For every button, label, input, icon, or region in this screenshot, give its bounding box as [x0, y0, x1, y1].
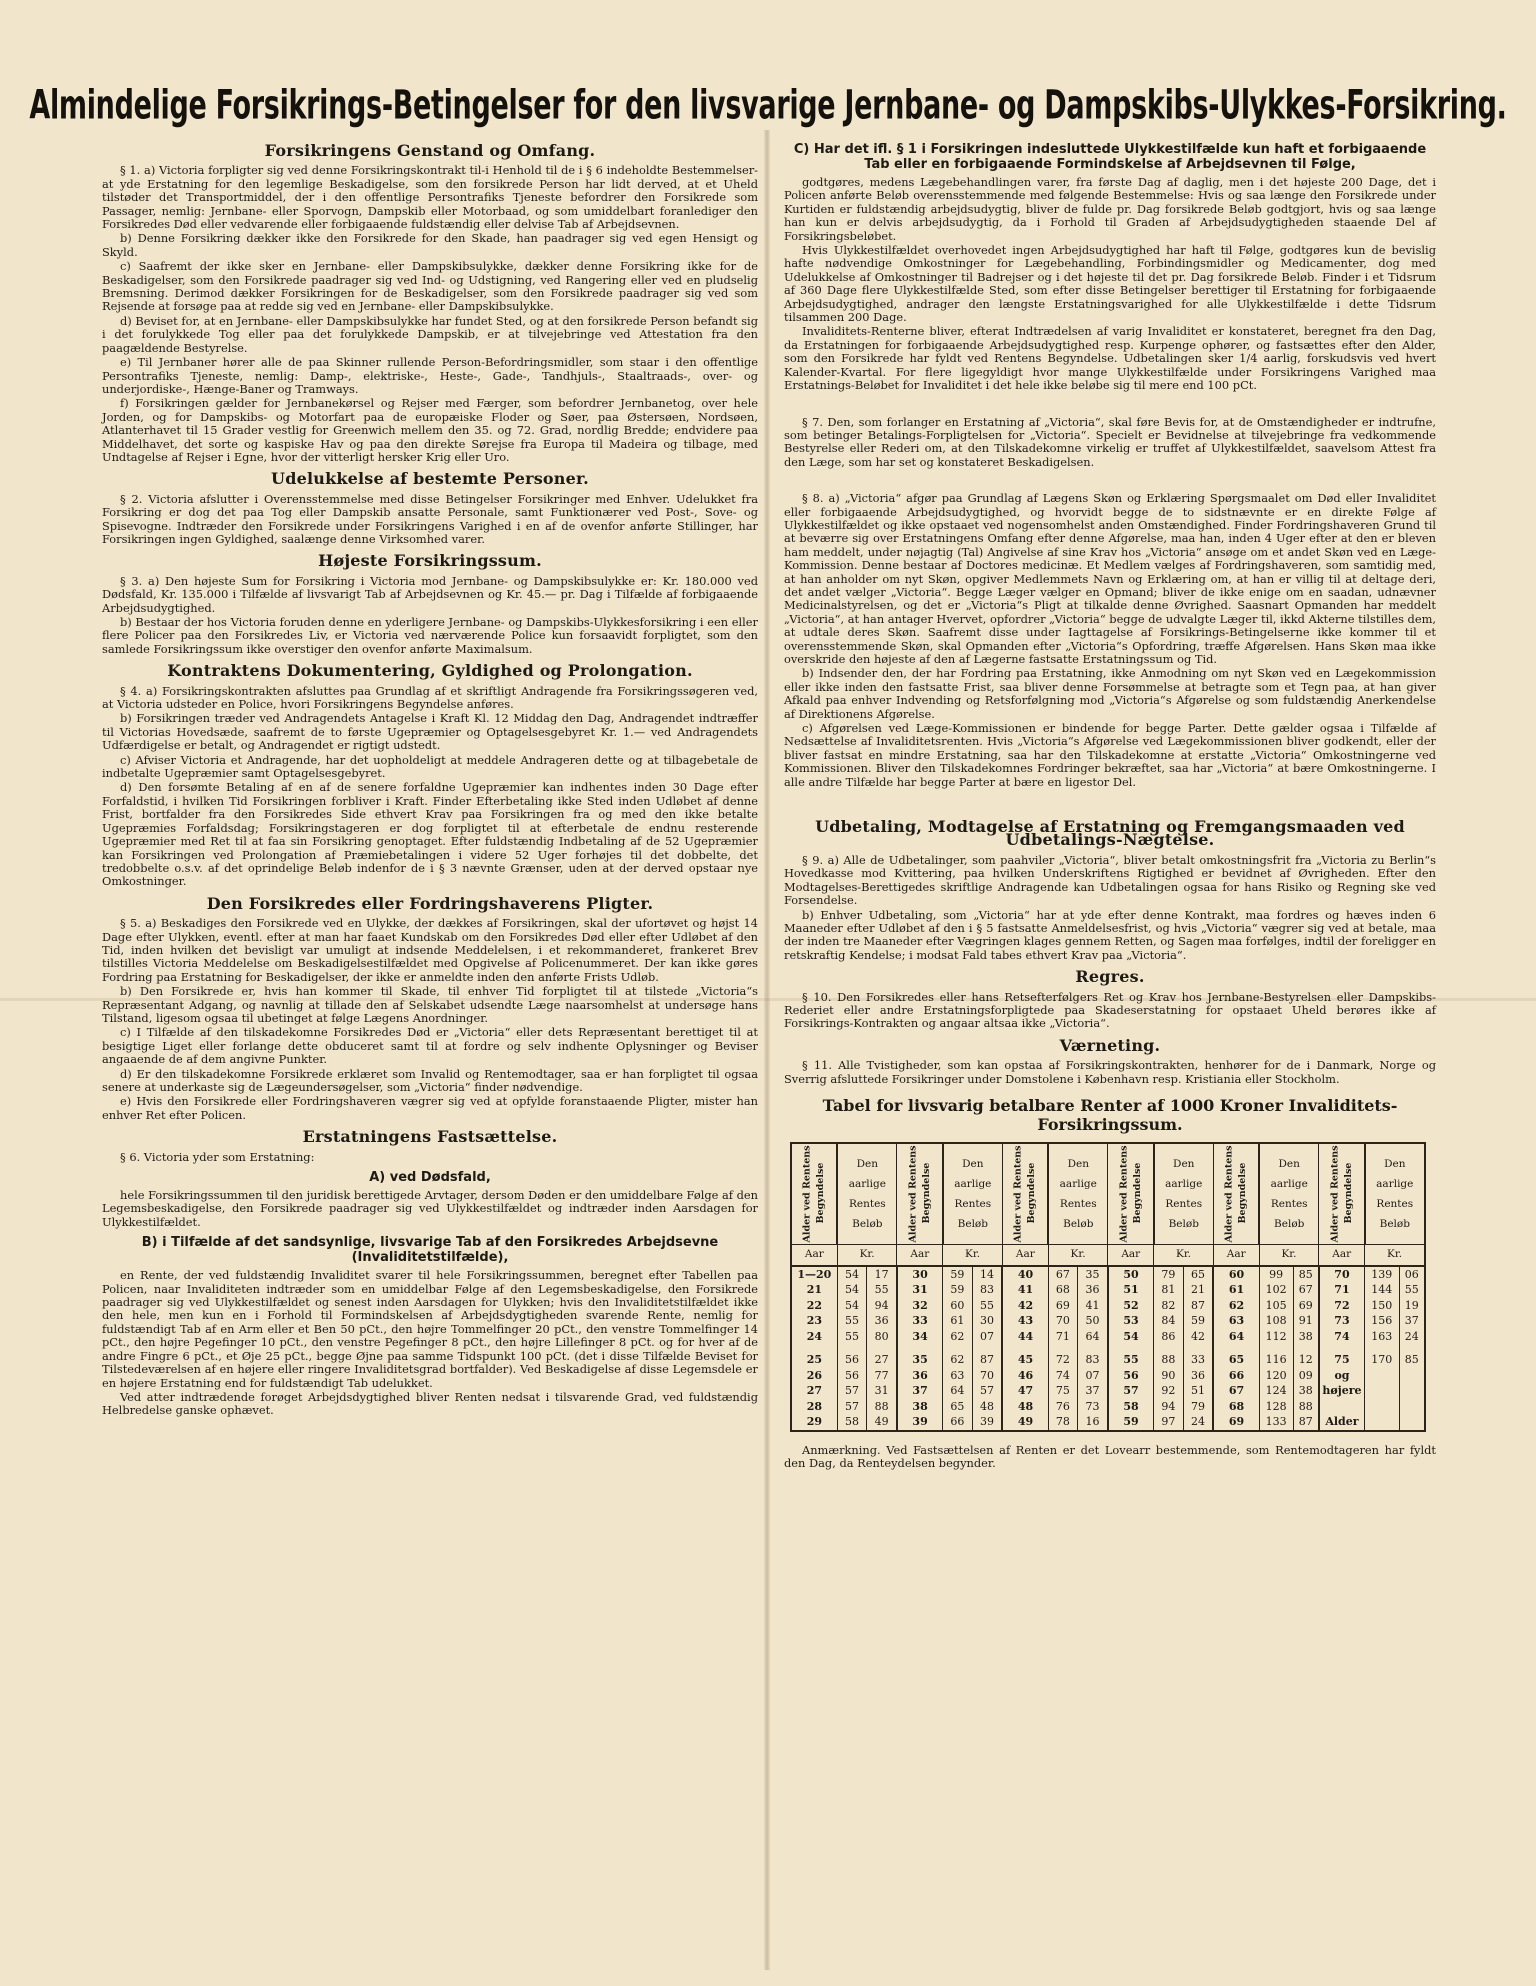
age-cell: 29 — [791, 1414, 837, 1431]
kroner-cell: 70 — [1048, 1313, 1077, 1329]
kroner-cell: 60 — [943, 1298, 972, 1314]
unit-label: Aar — [897, 1244, 943, 1266]
oere-cell — [1399, 1383, 1425, 1399]
age-cell: 39 — [897, 1414, 943, 1431]
age-cell: 24 — [791, 1329, 837, 1345]
age-cell: 52 — [1108, 1298, 1154, 1314]
section-heading: Forsikringens Genstand og Omfang. — [264, 141, 596, 160]
age-cell: 37 — [897, 1383, 943, 1399]
oere-cell: 37 — [1399, 1313, 1425, 1329]
kroner-cell: 57 — [837, 1399, 866, 1415]
age-cell: Alder — [1319, 1414, 1365, 1431]
age-cell: 27 — [791, 1383, 837, 1399]
paragraph: Hvis Ulykkestilfældet overhovedet ingen Arbejdsudygtighed har haft til Følge, godtgøres kun de bevislig hafte nødvendige Omkostninger for Lægebehandling, Forbindingsmidler og Medicamenter, dog med Udelukkelse af Omkostninger til Badrejser og i det højeste til det pr. Dag forsikrede Beløb. Finder i et Tidsrum af 360 Dage flere Ulykkestilfælde Sted, som efter disse Betingelser berettiger til Erstatning for forbigaaende Arbejdsudygtighed, andrager den længste Erstatningsvarighed for alle Ulykkestilfælde i dette Tidsrum tilsammen 200 Dage. — [784, 243, 1436, 325]
oere-cell: 48 — [972, 1399, 1002, 1415]
unit-label: Aar — [1108, 1244, 1154, 1266]
kroner-cell: 71 — [1048, 1329, 1077, 1345]
table-row — [791, 1368, 1425, 1384]
oere-cell: 36 — [1183, 1368, 1213, 1384]
table-note: Anmærkning. Ved Fastsættelsen af Renten er det Lovearr bestemmende, som Rentemodtageren har fyldt den Dag, da Renteydelsen begynder. — [784, 1442, 1436, 1471]
age-cell: 38 — [897, 1399, 943, 1415]
age-cell: 70 — [1319, 1266, 1365, 1283]
kroner-cell: 116 — [1259, 1352, 1293, 1368]
age-cell: 58 — [1108, 1399, 1154, 1415]
oere-cell: 12 — [1293, 1352, 1319, 1368]
kroner-cell: 54 — [837, 1282, 866, 1298]
oere-cell: 83 — [1078, 1352, 1108, 1368]
kroner-cell: 56 — [837, 1352, 866, 1368]
kroner-cell: 58 — [837, 1414, 866, 1431]
kroner-cell: 57 — [837, 1383, 866, 1399]
age-cell: 54 — [1108, 1329, 1154, 1345]
paragraph: d) Den forsømte Betaling af en af de senere forfaldne Ugepræmier kan indhentes inden 30 Dage efter Forfaldstid, i hvilken Tid Forsikringen forbliver i Kraft. Finder Efterbetaling ikke Sted inden Udløbet af denne Frist, bortfalder fra den Forsikredes Side ethvert Krav paa Forsikringen fra og med den ikke betalte Ugepræmies Forfaldsdag; Forsikringstageren er dog forpligtet til at efterbetale de endnu resterende Ugepræmier med Ret til at faa sin Forsikring genoptaget. Efter fuldstændig Indbetaling af de 52 Ugepræmier kan Forsikringen ved Prolongation af Præmiebetalingen i videre 52 Uger forhøjes til det dobbelte, det tredobbelte o.s.v. af det oprindelige Beløb indenfor de i § 3 nævnte Grænser, uden at der derved opstaar nye Omkostninger. — [102, 780, 758, 889]
oere-cell: 24 — [1399, 1329, 1425, 1345]
paragraph: b) Den Forsikrede er, hvis han kommer til Skade, til enhver Tid forpligtet til at tilstede „Victoria“s Repræsentant Adgang, og navnlig at tillade den af Selskabet udsendte Læge naarsomhelst at undersøge hans Tilstand, ligesom ogsaa til ubetinget at følge Lægens Anordninger. — [102, 984, 758, 1025]
age-cell: 45 — [1002, 1352, 1048, 1368]
section-heading: Den Forsikredes eller Fordringshaverens Pligter. — [206, 893, 654, 913]
oere-cell: 80 — [867, 1329, 897, 1345]
paragraph: Invaliditets-Renterne bliver, efterat Indtrædelsen af varig Invaliditet er konstateret, beregnet fra den Dag, da Erstatningen for forbigaaende Arbejdsudygtighed resp. Kurpenge ophører, og fastsættes efter den Alder, som den Forsikrede har fyldt ved Rentens Begyndelse. Udbetalingen sker 1/4 aarlig, forskudsvis ved hvert Kalender-Kvartal. For flere ligegyldigt hvor mange Ulykkestilfælde under Forsikringens Varighed maa Erstatnings-Beløbet for Invaliditet i det hele ikke beløbe sig til mere end 100 pCt. — [784, 324, 1436, 393]
kroner-cell: 144 — [1365, 1282, 1399, 1298]
oere-cell: 87 — [972, 1352, 1002, 1368]
paragraph: § 8. a) „Victoria“ afgør paa Grundlag af Lægens Skøn og Erklæring Spørgsmaalet om Død eller Invaliditet eller forbigaaende Arbejdsudygtighed, og hvorvidt begge de to sidstnævnte er en direkte Følge af Ulykkestilfældet og ikke opstaaet ved nogensomhelst anden Omstændighed. Finder Fordringshaveren Grund til at beværre sig over Erstatningens Omfang efter denne Afgørelse, maa han, inden 4 Uger efter at den er bleven ham meddelt, under nøjagtig (Tal) Angivelse af sine Krav hos „Victoria“ ansøge om et andet Skøn ved en Læge-Kommission. Denne bestaar af Doctores medicinæ. Et Medlem vælges af Fordringshaveren, som samtidig med, at han anholder om nyt Skøn, opgiver Medlemmets Navn og Erklæring om, at han er villig til at deltage deri, det andet vælger „Victoria“. Begge Læger vælger en Opmand; bliver de ikke enige om en saadan, udnævner Medicinalstyrelsen, og det er „Victoria“s Pligt at tilkalde denne Øvrighed. Saasnart Opmanden har meddelt „Victoria“, at han antager Hvervet, opfordrer „Victoria“ begge de udvalgte Læger til, ikkd Akterne tilstilles dem, at udtale deres Skøn. Saafremt disse under Iagttagelse af Forsikrings-Betingelserne ikke kommer til et overensstemmende Skøn, skal Opmanden efter „Victoria“s Opfordring, træffe Afgørelsen. Hans Skøn maa ikke overskride den højeste af den af Lægerne fastsatte Erstatningssum og Tid. — [784, 491, 1436, 666]
age-cell: 25 — [791, 1352, 837, 1368]
rente-table — [790, 1142, 1426, 1432]
age-cell: 61 — [1213, 1282, 1259, 1298]
right-column — [784, 136, 1436, 1472]
kroner-cell: 105 — [1259, 1298, 1293, 1314]
age-cell: 66 — [1213, 1368, 1259, 1384]
table-row — [791, 1352, 1425, 1368]
oere-cell: 38 — [1293, 1329, 1319, 1345]
unit-label: Kr. — [837, 1244, 897, 1266]
age-cell: 35 — [897, 1352, 943, 1368]
table-row — [791, 1266, 1425, 1283]
kroner-cell: 55 — [837, 1329, 866, 1345]
age-cell: og — [1319, 1368, 1365, 1384]
table-row — [791, 1399, 1425, 1415]
paragraph: b) Bestaar der hos Victoria foruden denne en yderligere Jernbane- og Dampskibs-Ulykkesforsikring i een eller flere Policer paa den Forsikredes Liv, er Victoria ved nærværende Police kun forsaavidt forpligtet, som den samlede Forsikringssum ikke overstiger den ovenfor anførte Maximalsum. — [102, 615, 758, 656]
age-cell: 21 — [791, 1282, 837, 1298]
kroner-cell: 76 — [1048, 1399, 1077, 1415]
kroner-cell — [1365, 1368, 1399, 1384]
kroner-cell: 74 — [1048, 1368, 1077, 1384]
age-cell: 75 — [1319, 1352, 1365, 1368]
age-cell: 41 — [1002, 1282, 1048, 1298]
subsection-heading: B) i Tilfælde af det sandsynlige, livsvarige Tab af den Forsikredes Arbejdsevne (Invaliditetstilfælde), — [141, 1235, 719, 1266]
column-header-age: Alder ved Rentens Begyndelse — [1213, 1143, 1259, 1245]
paragraph: b) Denne Forsikring dækker ikke den Forsikrede for den Skade, han paadrager sig ved egen Hensigt og Skyld. — [102, 231, 758, 259]
oere-cell: 16 — [1078, 1414, 1108, 1431]
oere-cell: 73 — [1078, 1399, 1108, 1415]
oere-cell: 17 — [867, 1266, 897, 1283]
age-cell: 65 — [1213, 1352, 1259, 1368]
kroner-cell: 84 — [1154, 1313, 1183, 1329]
column-header-age: Alder ved Rentens Begyndelse — [897, 1143, 943, 1245]
kroner-cell: 67 — [1048, 1266, 1077, 1283]
paragraph: § 6. Victoria yder som Erstatning: — [120, 1149, 315, 1164]
column-header-amount: Den aarlige Rentes Beløb — [1259, 1143, 1319, 1245]
oere-cell: 07 — [972, 1329, 1002, 1345]
kroner-cell: 99 — [1259, 1266, 1293, 1283]
age-cell: 22 — [791, 1298, 837, 1314]
section-heading: Erstatningens Fastsættelse. — [302, 1127, 558, 1147]
kroner-cell: 54 — [837, 1266, 866, 1283]
age-cell: 53 — [1108, 1313, 1154, 1329]
kroner-cell: 156 — [1365, 1313, 1399, 1329]
section-heading: Værneting. — [1059, 1035, 1161, 1055]
table-title: Tabel for livsvarig betalbare Renter af 1000 Kroner Invaliditets-Forsikringssum. — [822, 1095, 1398, 1134]
kroner-cell: 61 — [943, 1313, 972, 1329]
oere-cell: 38 — [1293, 1383, 1319, 1399]
oere-cell: 83 — [972, 1282, 1002, 1298]
paragraph: § 9. a) Alle de Udbetalinger, som paahviler „Victoria“, bliver betalt omkostningsfrit fra „Victoria zu Berlin“s Hovedkasse mod Kvittering, paa hvilken Underskriftens Rigtighed er bevidnet af Øvrigheden. Efter den Modtagelses-Berettigedes skriftlige Andragende kan Udbetalingen ogsaa for hans Risiko og Regning ske ved Forsendelse. — [784, 852, 1436, 908]
column-header-age: Alder ved Rentens Begyndelse — [1108, 1143, 1154, 1245]
oere-cell: 55 — [867, 1282, 897, 1298]
oere-cell: 42 — [1183, 1329, 1213, 1345]
kroner-cell: 94 — [1154, 1399, 1183, 1415]
paragraph: e) Til Jernbaner hører alle de paa Skinner rullende Person-Befordringsmidler, som staar i den offentlige Persontrafiks Tjeneste, nemlig: Damp-, elektriske-, Heste-, Gade-, Tandhjuls-, Staaltraads-, over- og underjordiske-, Hænge-Baner og Tramways. — [102, 355, 758, 396]
paragraph: godtgøres, medens Lægebehandlingen varer, fra første Dag af daglig, men i det højeste 200 Dage, det i Policen anførte Beløb overensstemmende med følgende Bestemmelse: Hvis og saa længe den Forsikrede under Kurtiden er fuldstændig arbejdsudygtig, bliver de fulde pr. Dag forsikrede Beløb godtgjort, hvis og saa længe han kun er delvis arbejdsudygtig, da i Forhold til Graden af Arbejdsudygtigheden staaende Del af Forsikringsbeløbet. — [784, 175, 1436, 243]
paragraph: c) Afgørelsen ved Læge-Kommissionen er bindende for begge Parter. Dette gælder ogsaa i Tilfælde af Nedsættelse af Invaliditetsrenten. Hvis „Victoria“s Afgørelse ved Lægekommissionen bliver godkendt, eller der bliver fastsat en mindre Erstatning, saa har den Tilskadekomne at erstatte „Victoria“ Omkostningerne ved Kommissionen. Bliver den Tilskadekomnes Fordringer bekræftet, saa har „Victoria“ at bære Omkostningerne. I alle andre Tilfælde har begge Parter at bære en ligestor Del. — [784, 721, 1436, 789]
unit-label: Aar — [1319, 1244, 1365, 1266]
oere-cell: 36 — [867, 1313, 897, 1329]
unit-label: Aar — [1213, 1244, 1259, 1266]
subsection-heading: A) ved Dødsfald, — [369, 1170, 491, 1186]
oere-cell: 33 — [1183, 1352, 1213, 1368]
paragraph: d) Er den tilskadekomne Forsikrede erklæret som Invalid og Rentemodtager, saa er han forpligtet til ogsaa senere at underkaste sig de Lægeundersøgelser, som „Victoria“ finder nødvendige. — [102, 1066, 758, 1094]
oere-cell — [1399, 1368, 1425, 1384]
oere-cell: 85 — [1399, 1352, 1425, 1368]
kroner-cell: 69 — [1048, 1298, 1077, 1314]
paragraph: b) Indsender den, der har Fordring paa Erstatning, ikke Anmodning om nyt Skøn ved en Lægekommission eller ikke inden den fastsatte Frist, saa bliver denne Forsømmelse at betragte som et Tegn paa, at han giver Afkald paa enhver Indvending og Retsforfølgning mod „Victoria“s Afgørelse og som fuldstændig Anerkendelse af Direktionens Afgørelse. — [784, 666, 1436, 721]
table-row — [791, 1414, 1425, 1431]
age-cell: 56 — [1108, 1368, 1154, 1384]
paragraph: c) Afviser Victoria et Andragende, har det uopholdeligt at meddele Andrageren dette og at tilbagebetale de indbetalte Ugepræmier samt Optagelsesgebyret. — [102, 752, 758, 781]
oere-cell: 88 — [1293, 1399, 1319, 1415]
oere-cell: 14 — [972, 1266, 1002, 1283]
oere-cell: 27 — [867, 1352, 897, 1368]
age-cell: 48 — [1002, 1399, 1048, 1415]
age-cell: 40 — [1002, 1266, 1048, 1283]
paragraph: b) Forsikringen træder ved Andragendets Antagelse i Kraft Kl. 12 Middag den Dag, Andragendet indtræffer til Victorias Hovedsæde, saafremt de to første Ugepræmier og Optagelsesgebyret Kr. 1.— ved Andragendets Udfærdigelse er betalt, og Andragendet er rigtigt udstedt. — [102, 711, 758, 753]
oere-cell: 09 — [1293, 1368, 1319, 1384]
paragraph: § 5. a) Beskadiges den Forsikrede ved en Ulykke, der dækkes af Forsikringen, skal der ufortøvet og højst 14 Dage efter Ulykken, eventl. efter at man har faaet Kundskab om den Forsikredes Død eller efter Udløbet af den Tid, inden hvilken det bevisligt var umuligt at indsende Meddelelsen, i et rekommanderet, frankeret Brev tilstilles Victoria Meddelelse om Beskadigelsestilfældet med Opgivelse af Policenummeret. Der kan ikke gøres Fordring paa Erstatning for Beskadigelser, der ikke er anmeldte inden den anførte Frists Udløb. — [102, 916, 758, 984]
oere-cell: 87 — [1183, 1298, 1213, 1314]
age-cell: 26 — [791, 1368, 837, 1384]
document-title: Almindelige Forsikrings-Betingelser for den livsvarige Jernbane- og Dampskibs-Ulykkes-Forsikring. — [29, 82, 1507, 130]
kroner-cell: 62 — [943, 1329, 972, 1345]
subsection-heading: C) Har det ifl. § 1 i Forsikringen indesluttede Ulykkestilfælde kun haft et forbigaaende Tab eller en forbigaaende Formindskelse af Arbejdsevnen til Følge, — [793, 142, 1427, 172]
kroner-cell: 59 — [943, 1266, 972, 1283]
age-cell: 63 — [1213, 1313, 1259, 1329]
age-cell: 32 — [897, 1298, 943, 1314]
age-cell: 44 — [1002, 1329, 1048, 1345]
oere-cell: 79 — [1183, 1399, 1213, 1415]
table-row — [791, 1298, 1425, 1314]
kroner-cell: 102 — [1259, 1282, 1293, 1298]
paragraph: § 4. a) Forsikringskontrakten afsluttes paa Grundlag af et skriftligt Andragende fra Forsikringssøgeren ved, at Victoria udsteder en Police, hvori Forsikringens Begyndelse anføres. — [102, 683, 758, 712]
kroner-cell: 56 — [837, 1368, 866, 1384]
oere-cell: 87 — [1293, 1414, 1319, 1431]
age-cell: højere — [1319, 1383, 1365, 1399]
kroner-cell: 82 — [1154, 1298, 1183, 1314]
paragraph: Ved atter indtrædende forøget Arbejdsdygtighed bliver Renten nedsat i tilsvarende Grad, ved fuldstændig Helbredelse ganske ophævet. — [102, 1389, 758, 1418]
oere-cell: 24 — [1183, 1414, 1213, 1431]
table-row — [791, 1282, 1425, 1298]
oere-cell: 77 — [867, 1368, 897, 1384]
kroner-cell: 72 — [1048, 1352, 1077, 1368]
age-cell: 64 — [1213, 1329, 1259, 1345]
age-cell: 51 — [1108, 1282, 1154, 1298]
unit-label: Kr. — [943, 1244, 1003, 1266]
oere-cell: 67 — [1293, 1282, 1319, 1298]
age-cell: 74 — [1319, 1329, 1365, 1345]
kroner-cell: 163 — [1365, 1329, 1399, 1345]
kroner-cell: 108 — [1259, 1313, 1293, 1329]
kroner-cell: 78 — [1048, 1414, 1077, 1431]
age-cell: 31 — [897, 1282, 943, 1298]
paragraph: § 2. Victoria afslutter i Overensstemmelse med disse Betingelser Forsikringer med Enhver. Udelukket fra Forsikring er dog det paa Tog eller Dampskib ansatte Personale, samt Funktionærer ved Post-, Sove- og Spisevogne. Indtræder den Forsikrede under Forsikringens Varighed i en af de ovenfor anførte Stillinger, har Forsikringen ingen Gyldighed, saalænge denne Virksomhed varer. — [102, 491, 758, 546]
oere-cell: 91 — [1293, 1313, 1319, 1329]
table-body — [791, 1266, 1425, 1431]
column-header-amount: Den aarlige Rentes Beløb — [1365, 1143, 1425, 1245]
section-heading: Udbetaling, Modtagelse af Erstatning og Fremgangsmaaden ved Udbetalings-Nægtelse. — [815, 817, 1405, 850]
age-cell: 1—20 — [791, 1266, 837, 1283]
paragraph: hele Forsikringssummen til den juridisk berettigede Arvtager, dersom Døden er den umiddelbare Følge af den Legemsbeskadigelse, den Forsikrede paadrager sig ved Ulykkestilfældet og indtræder inden Aarsdagen for Ulykkestilfældet. — [102, 1188, 758, 1229]
paragraph: § 3. a) Den højeste Sum for Forsikring i Victoria mod Jernbane- og Dampskibsulykke er: Kr. 180.000 ved Dødsfald, Kr. 135.000 i Tilfælde af livsvarigt Tab af Arbejdsevnen og Kr. 45.— pr. Dag i Tilfælde af forbigaaende Arbejdsudygtighed. — [102, 573, 758, 615]
kroner-cell — [1365, 1414, 1399, 1431]
kroner-cell: 54 — [837, 1298, 866, 1314]
column-header-amount: Den aarlige Rentes Beløb — [943, 1143, 1003, 1245]
column-header-amount: Den aarlige Rentes Beløb — [1048, 1143, 1108, 1245]
age-cell: 42 — [1002, 1298, 1048, 1314]
oere-cell: 31 — [867, 1383, 897, 1399]
paragraph: c) I Tilfælde af den tilskadekomne Forsikredes Død er „Victoria“ eller dets Repræsentant berettiget til at besigtige Liget eller forlange dette obduceret samt til at fordre og selv indhente Oplysninger og Beviser angaaende de af dem angivne Punkter. — [102, 1025, 758, 1067]
section-heading: Udelukkelse af bestemte Personer. — [271, 469, 589, 489]
age-cell: 50 — [1108, 1266, 1154, 1283]
oere-cell: 59 — [1183, 1313, 1213, 1329]
age-cell: 55 — [1108, 1352, 1154, 1368]
kroner-cell: 112 — [1259, 1329, 1293, 1345]
paragraph: § 1. a) Victoria forpligter sig ved denne Forsikringskontrakt til-i Henhold til de i § 6 indeholdte Bestemmelser-at yde Erstatning for den legemlige Beskadigelse, som den forsikrede Person har lidt derved, at et Uheld tilstøder det Transportmiddel, der i den offentlige Persontrafiks Tjeneste befordrer den Forsikrede som Passager, nemlig: Jernbane- eller Sporvogn, Dampskib eller Motorbaad, og som umiddelbart foranlediger den Forsikredes Død eller vedvarende eller forbigaaende fuldstændig eller delvise Tab af Arbejdsevnen. — [102, 163, 758, 232]
oere-cell: 35 — [1078, 1266, 1108, 1283]
age-cell: 34 — [897, 1329, 943, 1345]
unit-label: Aar — [791, 1244, 837, 1266]
table-row — [791, 1383, 1425, 1399]
paragraph: § 11. Alle Tvistigheder, som kan opstaa af Forsikringskontrakten, henhører for de i Danmark, Norge og Sverrig afsluttede Forsikringer under Domstolene i København resp. Kristiania eller Stockholm. — [784, 1058, 1436, 1086]
kroner-cell: 133 — [1259, 1414, 1293, 1431]
kroner-cell: 79 — [1154, 1266, 1183, 1283]
kroner-cell: 64 — [943, 1383, 972, 1399]
oere-cell: 50 — [1078, 1313, 1108, 1329]
age-cell: 23 — [791, 1313, 837, 1329]
kroner-cell: 63 — [943, 1368, 972, 1384]
oere-cell: 06 — [1399, 1266, 1425, 1283]
table-row — [791, 1329, 1425, 1345]
oere-cell — [1399, 1414, 1425, 1431]
oere-cell: 88 — [867, 1399, 897, 1415]
age-cell: 47 — [1002, 1383, 1048, 1399]
kroner-cell: 92 — [1154, 1383, 1183, 1399]
unit-label: Kr. — [1154, 1244, 1214, 1266]
oere-cell: 55 — [972, 1298, 1002, 1314]
oere-cell: 69 — [1293, 1298, 1319, 1314]
oere-cell: 41 — [1078, 1298, 1108, 1314]
age-cell: 43 — [1002, 1313, 1048, 1329]
age-cell: 33 — [897, 1313, 943, 1329]
paragraph: en Rente, der ved fuldstændig Invaliditet svarer til hele Forsikringssummen, beregnet efter Tabellen paa Policen, naar Invaliditeten indtræder som en umiddelbar Følge af den Legemsbeskadigelse, den Forsikrede paadrager sig ved Ulykkestilfældet og senest inden Aarsdagen for Ulykken; hvis den Invaliditetstilfældet ikke den hele, men kun en i Forhold til Formindskelsen af Arbejdsdygtigheden svarende Rente, nemlig for fuldstændigt Tab af en Arm eller et Ben 50 pCt., den højre Tommelfinger 20 pCt., den venstre Tommelfinger 14 pCt., den højre Pegefinger 10 pCt., den venstre Pegefinger 8 pCt., den højre Lillefinger 8 pCt. og for hver af de andre Fingre 6 pCt., et Øje 25 pCt., begge Øjne paa samme Tidspunkt 100 pCt. (det i disse Tilfælde Beviset for Tilstedeværelsen af en højere eller ringere Invaliditetsgrad bortfalder). Ved Beskadigelse af disse Legemsdele er en højere Erstatning end for fuldstændigt Tab udelukket. — [102, 1268, 758, 1390]
oere-cell: 37 — [1078, 1383, 1108, 1399]
kroner-cell: 124 — [1259, 1383, 1293, 1399]
paragraph: e) Hvis den Forsikrede eller Fordringshaveren vægrer sig ved at opfylde foranstaaende Pligter, mister han enhver Ret efter Policen. — [102, 1094, 758, 1122]
oere-cell: 30 — [972, 1313, 1002, 1329]
age-cell: 62 — [1213, 1298, 1259, 1314]
oere-cell: 57 — [972, 1383, 1002, 1399]
unit-label: Kr. — [1048, 1244, 1108, 1266]
oere-cell: 36 — [1078, 1282, 1108, 1298]
oere-cell: 21 — [1183, 1282, 1213, 1298]
kroner-cell: 90 — [1154, 1368, 1183, 1384]
kroner-cell: 55 — [837, 1313, 866, 1329]
kroner-cell: 86 — [1154, 1329, 1183, 1345]
table-row — [791, 1313, 1425, 1329]
age-cell: 59 — [1108, 1414, 1154, 1431]
paragraph: d) Beviset for, at en Jernbane- eller Dampskibsulykke har fundet Sted, og at den forsikrede Person befandt sig i det forulykkede Tog eller paa det forulykkede Dampskib, er at tilvejebringe ved Attestation fra den paagældende Bestyrelse. — [102, 313, 758, 355]
kroner-cell — [1365, 1383, 1399, 1399]
kroner-cell: 139 — [1365, 1266, 1399, 1283]
oere-cell — [1399, 1399, 1425, 1415]
column-header-age: Alder ved Rentens Begyndelse — [1002, 1143, 1048, 1245]
column-header-age: Alder ved Rentens Begyndelse — [791, 1143, 837, 1245]
oere-cell: 49 — [867, 1414, 897, 1431]
left-column — [102, 136, 758, 1419]
oere-cell: 64 — [1078, 1329, 1108, 1345]
oere-cell: 70 — [972, 1368, 1002, 1384]
kroner-cell: 68 — [1048, 1282, 1077, 1298]
age-cell — [1319, 1399, 1365, 1415]
kroner-cell: 170 — [1365, 1352, 1399, 1368]
kroner-cell: 59 — [943, 1282, 972, 1298]
kroner-cell: 66 — [943, 1414, 972, 1431]
section-heading: Kontraktens Dokumentering, Gyldighed og Prolongation. — [167, 661, 693, 681]
unit-label: Kr. — [1259, 1244, 1319, 1266]
paragraph: c) Saafremt der ikke sker en Jernbane- eller Dampskibsulykke, dækker denne Forsikring ikke for de Beskadigelser, som den Forsikrede paadrager sig ved Ind- og Udstigning, ved Rangering eller ved en pludselig Bremsning. Derimod dækker Forsikringen for de Beskadigelser, som den Forsikrede paadrager sig ved som Rejsende at forsøge paa at redde sig ved en Jernbane- eller Dampskibsulykke. — [102, 259, 758, 314]
oere-cell: 51 — [1183, 1383, 1213, 1399]
age-cell: 49 — [1002, 1414, 1048, 1431]
kroner-cell: 88 — [1154, 1352, 1183, 1368]
age-cell: 73 — [1319, 1313, 1365, 1329]
age-cell: 46 — [1002, 1368, 1048, 1384]
kroner-cell: 81 — [1154, 1282, 1183, 1298]
paragraph: § 10. Den Forsikredes eller hans Retsefterfølgers Ret og Krav hos Jernbane-Bestyrelsen eller Dampskibs-Rederiet eller andre Erstatningsforpligtede paa Skadeserstatning for opstaaet Uheld berøres ikke af Forsikrings-Kontrakten og angaar altsaa ikke „Victoria“. — [784, 989, 1436, 1031]
oere-cell: 19 — [1399, 1298, 1425, 1314]
section-heading: Højeste Forsikringssum. — [318, 551, 542, 571]
column-header-age: Alder ved Rentens Begyndelse — [1319, 1143, 1365, 1245]
age-cell: 72 — [1319, 1298, 1365, 1314]
age-cell: 30 — [897, 1266, 943, 1283]
paragraph: f) Forsikringen gælder for Jernbanekørsel og Rejser med Færger, som befordrer Jernbanetog, over hele Jorden, og for Dampskibs- og Motorfart paa de europæiske Floder og Søer, paa Østersøen, Nordsøen, Atlanterhavet til 15 Grader vestlig for Greenwich mellem den 35. og 72. Grad, nordlig Bredde; endvidere paa Middelhavet, det sorte og kaspiske Hav og paa den direkte Sørejse fra Europa til Madeira og tilbage, med Undtagelse af Rejser i Egne, hvor der vitterligt hersker Krig eller Uro. — [102, 396, 758, 464]
oere-cell: 94 — [867, 1298, 897, 1314]
oere-cell: 65 — [1183, 1266, 1213, 1283]
kroner-cell: 120 — [1259, 1368, 1293, 1384]
oere-cell: 85 — [1293, 1266, 1319, 1283]
kroner-cell: 150 — [1365, 1298, 1399, 1314]
age-cell: 67 — [1213, 1383, 1259, 1399]
age-cell: 28 — [791, 1399, 837, 1415]
age-cell: 57 — [1108, 1383, 1154, 1399]
table-row-separator — [791, 1344, 1425, 1352]
kroner-cell: 75 — [1048, 1383, 1077, 1399]
paper-fold — [764, 130, 770, 1970]
age-cell: 60 — [1213, 1266, 1259, 1283]
unit-label: Kr. — [1365, 1244, 1425, 1266]
kroner-cell: 65 — [943, 1399, 972, 1415]
kroner-cell: 97 — [1154, 1414, 1183, 1431]
age-cell: 71 — [1319, 1282, 1365, 1298]
oere-cell: 07 — [1078, 1368, 1108, 1384]
age-cell: 69 — [1213, 1414, 1259, 1431]
oere-cell: 39 — [972, 1414, 1002, 1431]
column-header-amount: Den aarlige Rentes Beløb — [837, 1143, 897, 1245]
paragraph: b) Enhver Udbetaling, som „Victoria“ har at yde efter denne Kontrakt, maa fordres og hæves inden 6 Maaneder efter Udløbet af den i § 5 fastsatte Anmeldelsesfrist, og hvis „Victoria“ vægrer sig ved at betale, maa der inden tre Maaneder efter Vægringen klages gennem Retten, og Sagen maa forfølges, indtil der foreligger en retskraftig Kendelse; i modsat Fald tabes ethvert Krav paa „Victoria“. — [784, 907, 1436, 962]
age-cell: 68 — [1213, 1399, 1259, 1415]
kroner-cell: 62 — [943, 1352, 972, 1368]
unit-label: Aar — [1002, 1244, 1048, 1266]
oere-cell: 55 — [1399, 1282, 1425, 1298]
kroner-cell — [1365, 1399, 1399, 1415]
paragraph: § 7. Den, som forlanger en Erstatning af „Victoria“, skal føre Bevis for, at de Omstændigheder er indtrufne, som betinger Betalings-Forpligtelsen for „Victoria“. Specielt er Bevidnelse at tilvejebringe fra vedkommende Bestyrelse eller Rederi om, at den Tilskadekomne virkelig er truffet af Ulykkestilfældet, saavelsom Attest fra den Læge, som har set og konstateret Beskadigelsen. — [784, 414, 1436, 469]
kroner-cell: 128 — [1259, 1399, 1293, 1415]
age-cell: 36 — [897, 1368, 943, 1384]
column-header-amount: Den aarlige Rentes Beløb — [1154, 1143, 1214, 1245]
section-heading: Regres. — [1075, 967, 1145, 987]
